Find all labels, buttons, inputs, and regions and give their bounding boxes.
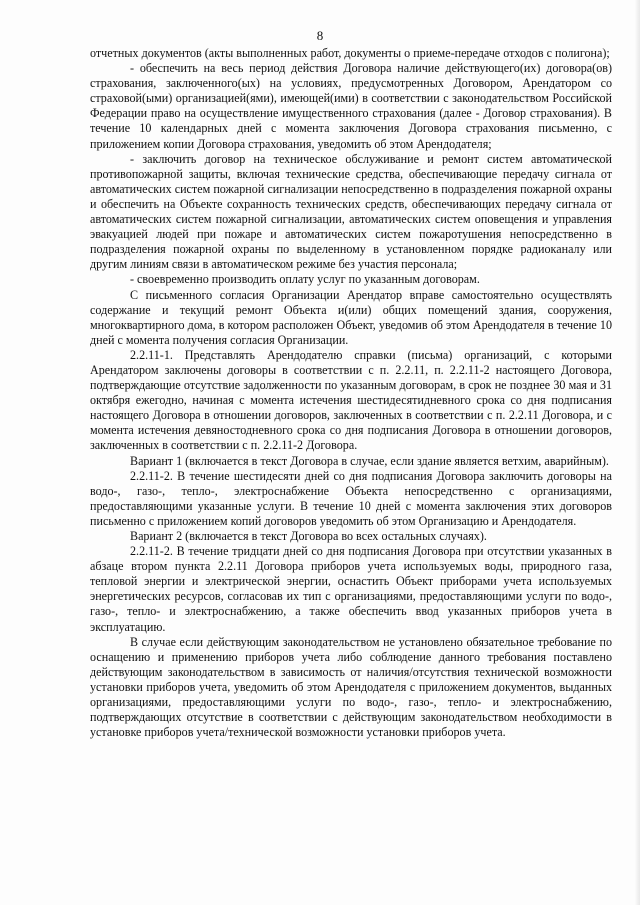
paragraph-variant-1: Вариант 1 (включается в текст Договора в случае, если здание является ветхим, аварийным). (130, 453, 609, 468)
paragraph-maintenance-consent: С письменного согласия Организации Арендатор вправе самостоятельно осуществлять содержание и текущий ремонт Объекта и(или) общих помещений здания, сооружения, многоквартирного дома, в котором расположен Объект, уведомив об этом Арендодателя в течение 10 дней с момента получения согласия Организации. (90, 287, 612, 347)
page-number: 8 (316, 28, 324, 43)
paragraph-clause-2-2-11-2-v2: 2.2.11-2. В течение тридцати дней со дня подписания Договора при отсутствии указанных в абзаце втором пункта 2.2.11 Договора приборов учета используемых воды, природного газа, тепловой энергии и электрической энергии, оснастить Объект приборами учета используемых энергетических ресурсов, согласовав их тип с организациями, предоставляющими услуги по водо-, газо-, тепло- и электроснабжению, а также обеспечить ввод указанных приборов учета в эксплуатацию. (90, 544, 612, 634)
document-body (90, 46, 612, 740)
paragraph-clause-2-2-11-1: 2.2.11-1. Представлять Арендодателю справки (письма) организаций, с которыми Арендатором заключены договоры в соответствии с п. 2.2.11, п. 2.2.11-2 настоящего Договора, подтверждающие отсутствие задолженности по указанным договорам, в срок не позднее 30 мая и 31 октября ежегодно, начиная с момента истечения шестидесятидневного срока со дня подписания настоящего Договора в отношении договоров, заключенных в соответствии с п. 2.2.11 Договора, и с момента истечения девяностодневного срока со дня подписания Договора в отношении договоров, заключенных в соответствии с п. 2.2.11-2 Договора. (90, 347, 612, 453)
paragraph-insurance-obligation: - обеспечить на весь период действия Договора наличие действующего(их) договора(ов) страхования, заключенного(ых) на условиях, предусмотренных Договором, Арендатором со страховой(ыми) организацией(ями), имеющей(ими) в соответствии с законодательством Российской Федерации право на осуществление имущественного страхования (далее - Договор страхования). В течение 10 календарных дней с момента заключения Договора страхования письменно, с приложением копии Договора страхования, уведомить об этом Арендодателя; (90, 61, 612, 151)
scan-edge-shadow (634, 0, 640, 905)
paragraph-payment-obligation: - своевременно производить оплату услуг по указанным договорам. (130, 272, 480, 287)
paragraph-fire-protection-contract: - заключить договор на техническое обслуживание и ремонт систем автоматической противопожарной защиты, включая технические средства, обеспечивающие передачу сигнала от автоматических систем пожарной сигнализации непосредственно в подразделения пожарной охраны и обеспечить на Объекте сохранность технических средств, обеспечивающих передачу сигнала от автоматических систем пожарной сигнализации, автоматических систем оповещения и управления эвакуацией людей при пожаре и автоматических систем пожаротушения непосредственно в подразделения пожарной охраны по выделенному в установленном порядке радиоканалу или другим линиям связи в автоматическом режиме без участия персонала; (90, 151, 612, 272)
paragraph-continuation: отчетных документов (акты выполненных работ, документы о приеме-передаче отходов с полигона); (90, 46, 610, 60)
paragraph-metering-exception: В случае если действующим законодательством не установлено обязательное требование по оснащению и применению приборов учета либо соблюдение данного требования поставлено действующим законодательством в зависимость от наличия/отсутствия технической возможности установки приборов учета, уведомить об этом Арендодателя с приложением документов, выданных организациями, предоставляющими услуги по водо-, газо-, тепло- и электроснабжению, подтверждающих отсутствие в соответствии с действующим законодательством необходимости в установке приборов учета/технической возможности установки приборов учета. (90, 634, 612, 740)
paragraph-variant-2: Вариант 2 (включается в текст Договора во всех остальных случаях). (130, 529, 487, 543)
paragraph-clause-2-2-11-2-v1: 2.2.11-2. В течение шестидесяти дней со дня подписания Договора заключить договоры на водо-, газо-, тепло-, электроснабжение Объекта непосредственно с организациями, предоставляющими указанные услуги. В течение 10 дней с момента заключения этих договоров письменно с приложением копий договоров уведомить об этом Организацию и Арендодателя. (90, 468, 612, 528)
